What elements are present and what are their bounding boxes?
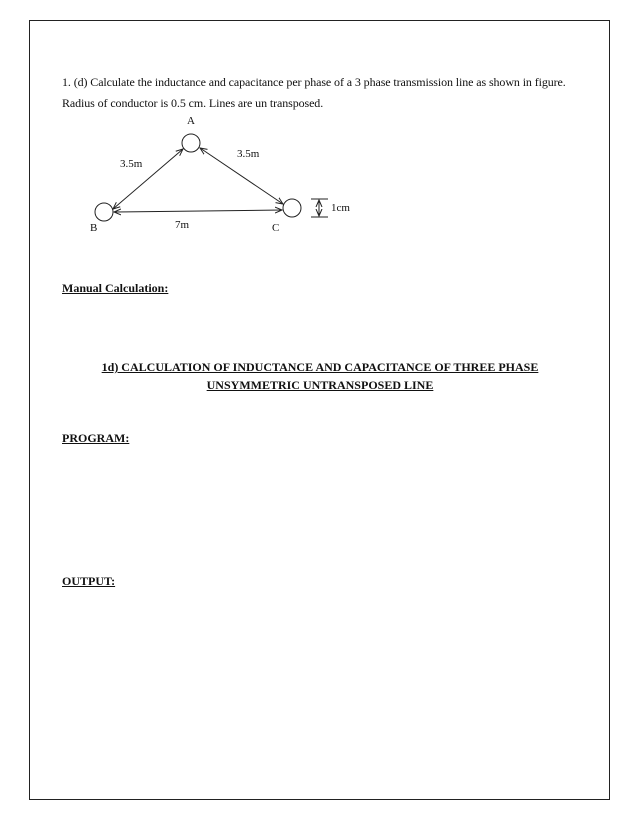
conductor-b (95, 203, 113, 221)
line-bc (114, 210, 282, 212)
label-bc-distance: 7m (175, 219, 190, 231)
section-title-line2: UNSYMMETRIC UNTRANSPOSED LINE (206, 378, 434, 392)
output-heading: OUTPUT: (62, 574, 116, 588)
conductor-a (182, 134, 200, 152)
label-node-a: A (187, 115, 195, 127)
manual-calculation-heading: Manual Calculation: (62, 281, 169, 295)
program-heading: PROGRAM: (62, 431, 130, 445)
section-title-line1: 1d) CALCULATION OF INDUCTANCE AND CAPACITANCE OF THREE PHASE (101, 360, 539, 374)
conductor-c (283, 199, 301, 217)
label-diameter: 1cm (331, 202, 350, 214)
label-node-b: B (90, 222, 98, 234)
label-node-c: C (272, 222, 280, 234)
label-ac-distance: 3.5m (237, 148, 260, 160)
question-text: 1. (d) Calculate the inductance and capacitance per phase of a 3 phase transmission line as shown in figure. Radius of conductor is 0.5 cm. Lines are un transposed. (62, 75, 566, 110)
label-ab-distance: 3.5m (120, 158, 143, 170)
